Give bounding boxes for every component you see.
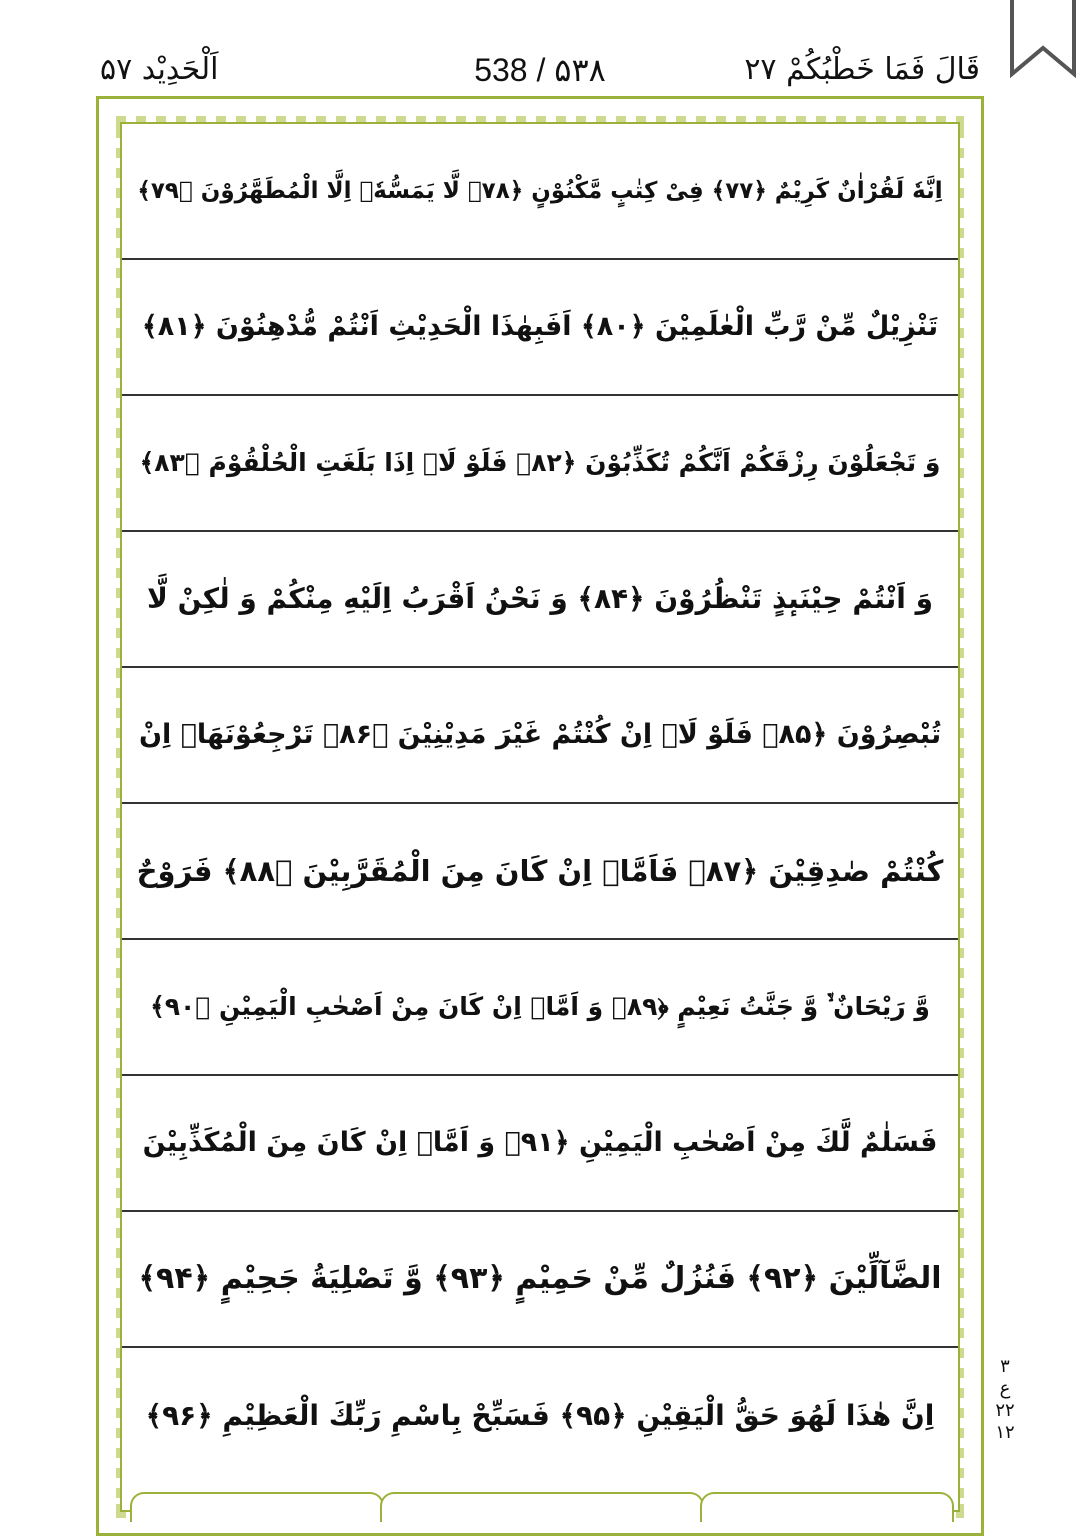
ruku-note-part: ٢٢ <box>995 1400 1015 1421</box>
verse-line-text: وَ اَنْتُمْ حِیْنَىٕذٍ تَنْظُرُوْنَ ﴿۸۴﴾ وَ نَحْنُ اَقْرَبُ اِلَیْهِ مِنْكُمْ وَ لٰكِنْ لَّا <box>146 582 934 615</box>
ruku-note-part: ٣ <box>1000 1356 1010 1377</box>
bottom-ornament <box>130 1492 384 1522</box>
ruku-marginal-note <box>988 1356 1022 1444</box>
juz-title: قَالَ فَمَا خَطْبُكُمْ ٢٧ <box>744 52 980 87</box>
ruku-note-part: ١٢ <box>995 1422 1015 1443</box>
verse-line-text: الضَّآلِّیْنَ ﴿۹۲﴾ فَنُزُلٌ مِّنْ حَمِیْمٍ ﴿۹۳﴾ وَّ تَصْلِیَةُ جَحِیْمٍ ﴿۹۴﴾ <box>138 1261 942 1296</box>
verse-line-text: تَنْزِیْلٌ مِّنْ رَّبِّ الْعٰلَمِیْنَ ﴿۸۰﴾ اَفَبِهٰذَا الْحَدِیْثِ اَنْتُمْ مُّدْهِنُوْنَ ﴿۸۱﴾ <box>141 311 939 342</box>
verse-lines <box>122 124 958 1484</box>
bottom-ornament <box>700 1492 954 1522</box>
verse-line <box>122 940 958 1076</box>
surah-title: اَلْحَدِیْد ۵۷ <box>100 52 219 87</box>
bottom-ornament <box>380 1492 704 1522</box>
verse-line <box>122 260 958 396</box>
verse-line-text: كُنْتُمْ صٰدِقِیْنَ ﴿۸۷﴾ فَاَمَّاۤ اِنْ كَانَ مِنَ الْمُقَرَّبِیْنَ ﴿۸۸﴾ فَرَوْحٌ <box>136 854 944 888</box>
ruku-note-part: ع <box>999 1378 1011 1399</box>
verse-line-text: تُبْصِرُوْنَ ﴿۸۵﴾ فَلَوْ لَاۤ اِنْ كُنْتُمْ غَیْرَ مَدِیْنِیْنَ ﴿۸۶﴾ تَرْجِعُوْنَهَاۤ اِنْ <box>138 719 942 750</box>
page-number: 538 / ۵۳۸ <box>474 52 606 88</box>
verse-line <box>122 1212 958 1348</box>
verse-line <box>122 124 958 260</box>
verse-line-text: اِنَّ هٰذَا لَهُوَ حَقُّ الْیَقِیْنِ ﴿۹۵﴾ فَسَبِّحْ بِاسْمِ رَبِّكَ الْعَظِیْمِ ﴿۹۶﴾ <box>145 1399 935 1432</box>
verse-line <box>122 804 958 940</box>
verse-line-text: فَسَلٰمٌ لَّكَ مِنْ اَصْحٰبِ الْیَمِیْنِ ﴿۹۱﴾ وَ اَمَّاۤ اِنْ كَانَ مِنَ الْمُكَذِّبِیْنَ <box>142 1127 938 1158</box>
page-header <box>0 0 1080 100</box>
verse-line-text: وَّ رَیْحَانٌ ۙ۬ وَّ جَنَّتُ نَعِیْمٍ ﴿۸۹﴾ وَ اَمَّاۤ اِنْ كَانَ مِنْ اَصْحٰبِ الْیَمِیْنِ ﴿۹۰﴾ <box>150 992 930 1021</box>
verse-line <box>122 532 958 668</box>
verse-line <box>122 1076 958 1212</box>
verse-line-text: اِنَّهٗ لَقُرْاٰنٌ كَرِیْمٌ ﴿۷۷﴾ فِیْ كِتٰبٍ مَّكْنُوْنٍ ﴿۷۸﴾ لَّا یَمَسُّهٗۤ اِلَّا الْمُطَهَّرُوْنَ ﴿۷۹﴾ <box>137 178 943 204</box>
bookmark-icon[interactable] <box>1006 0 1080 80</box>
verse-line <box>122 1348 958 1484</box>
verse-line <box>122 396 958 532</box>
verse-line-text: وَ تَجْعَلُوْنَ رِزْقَكُمْ اَنَّكُمْ تُكَذِّبُوْنَ ﴿۸۲﴾ فَلَوْ لَاۤ اِذَا بَلَغَتِ الْحُلْقُوْمَ ﴿۸۳﴾ <box>139 448 941 477</box>
verse-line <box>122 668 958 804</box>
